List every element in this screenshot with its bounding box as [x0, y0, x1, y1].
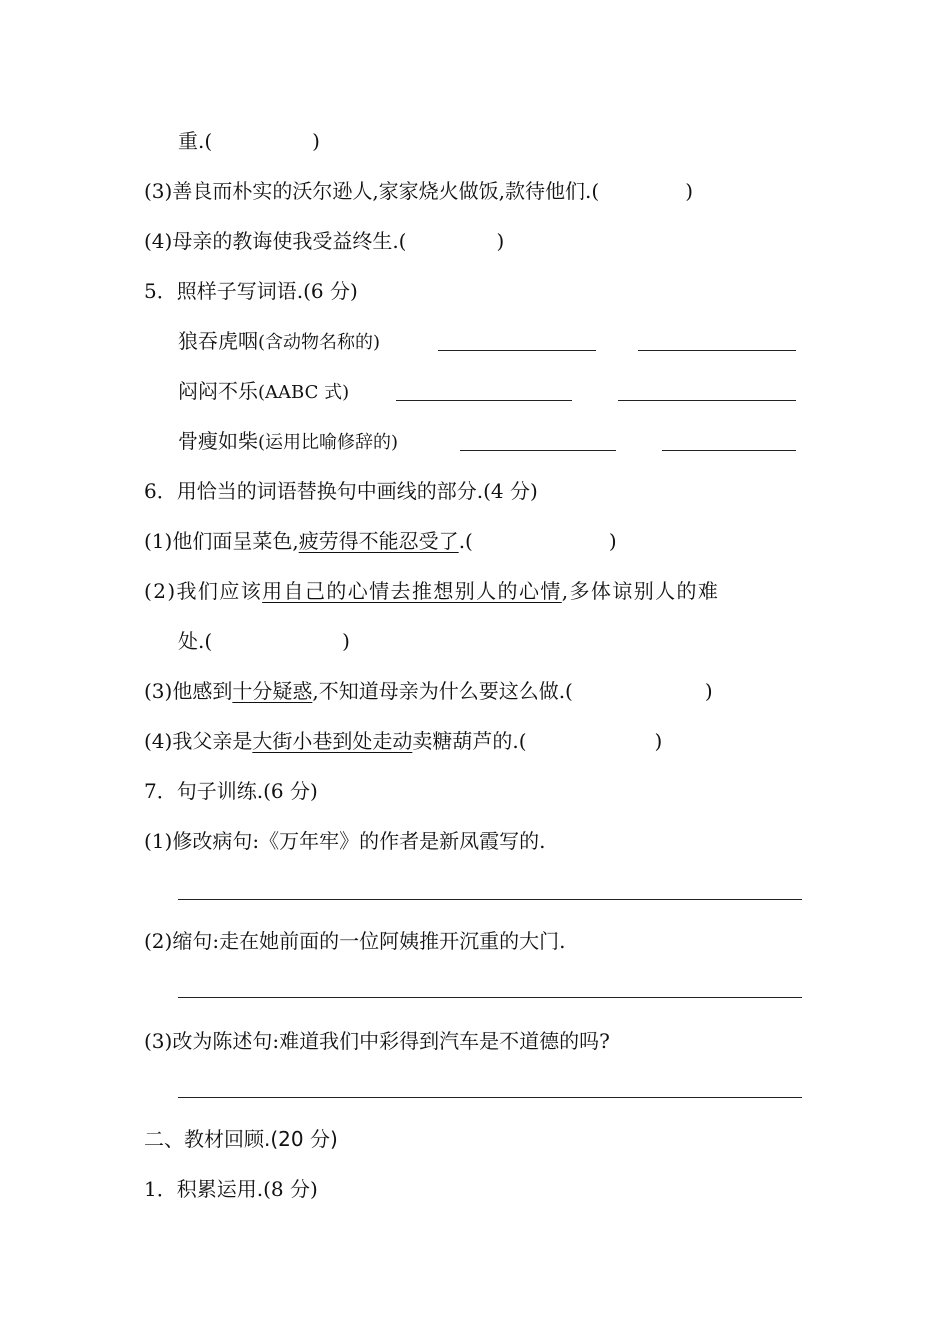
- example-hint: (AABC 式): [258, 382, 350, 403]
- answer-blank[interactable]: [396, 400, 572, 401]
- question-7-item-2: [144, 928, 565, 954]
- question-6-heading: [144, 478, 538, 504]
- question-6-item-2: [144, 578, 719, 604]
- question-text: 积累运用.(8 分): [176, 1177, 318, 1201]
- line-text: (2)缩句:走在她前面的一位阿姨推开沉重的大门.: [144, 929, 566, 953]
- example-word: 骨瘦如柴: [178, 429, 258, 453]
- question-number: 1．: [144, 1177, 177, 1201]
- answer-blank[interactable]: [638, 350, 796, 351]
- paren-close: ): [608, 529, 617, 553]
- question-number: 5．: [144, 279, 177, 303]
- line-text: (3)他感到: [144, 679, 233, 703]
- question-text: 照样子写词语.(6 分): [176, 279, 358, 303]
- question-text: 用恰当的词语替换句中画线的部分.(4 分): [176, 479, 538, 503]
- underlined-phrase: 十分疑惑: [232, 679, 313, 703]
- answer-line[interactable]: [178, 997, 802, 998]
- question-6-item-1: [144, 528, 617, 554]
- line-text: ,不知道母亲为什么要这么做.(: [312, 679, 573, 703]
- question-7-heading: [144, 778, 318, 804]
- example-hint: (运用比喻修辞的): [258, 432, 399, 453]
- line-text: (3)改为陈述句:难道我们中彩得到汽车是不道德的吗?: [144, 1029, 610, 1053]
- answer-blank[interactable]: [662, 450, 796, 451]
- answer-line[interactable]: [178, 1097, 802, 1098]
- answer-line[interactable]: [178, 899, 802, 900]
- question-4-item-4: [144, 228, 504, 254]
- question-number: 6．: [144, 479, 177, 503]
- line-text: (3)善良而朴实的沃尔逊人,家家烧火做饭,款待他们.(: [144, 179, 600, 203]
- paren-close: ): [685, 179, 694, 203]
- line-text: (1)修改病句:《万年牢》的作者是新凤霞写的.: [144, 829, 546, 853]
- example-word: 狼吞虎咽: [178, 329, 258, 353]
- question-continuation: [178, 128, 320, 154]
- question-5-item-a: [178, 328, 380, 356]
- question-7-item-1: [144, 828, 545, 854]
- question-6-item-4: [144, 728, 662, 754]
- line-text: (4)母亲的教诲使我受益终生.(: [144, 229, 407, 253]
- line-text: ,多体谅别人的难: [561, 579, 720, 603]
- section-title: 二、教材回顾.(20 分): [144, 1127, 338, 1151]
- line-text: 卖糖葫芦的.(: [412, 729, 527, 753]
- question-5-heading: [144, 278, 358, 304]
- line-text: (4)我父亲是: [144, 729, 253, 753]
- answer-blank[interactable]: [460, 450, 616, 451]
- section-2-heading: [144, 1126, 338, 1152]
- answer-blank[interactable]: [618, 400, 796, 401]
- line-text: (2)我们应该: [144, 579, 263, 603]
- paren-close: ): [704, 679, 713, 703]
- question-number: 7．: [144, 779, 177, 803]
- paren-close: ): [496, 229, 505, 253]
- example-hint: (含动物名称的): [258, 332, 381, 353]
- section-2-question-1: [144, 1176, 318, 1202]
- example-word: 闷闷不乐: [178, 379, 258, 403]
- question-6-item-3: [144, 678, 713, 704]
- question-5-item-c: [178, 428, 398, 456]
- underlined-phrase: 大街小巷到处走动: [252, 729, 413, 753]
- line-text: (1)他们面呈菜色,: [144, 529, 299, 553]
- answer-blank[interactable]: [438, 350, 596, 351]
- question-4-item-3: [144, 178, 693, 204]
- underlined-phrase: 疲劳得不能忍受了: [298, 529, 459, 553]
- line-text: .(: [458, 529, 473, 553]
- question-text: 句子训练.(6 分): [176, 779, 318, 803]
- paren-close: ): [654, 729, 663, 753]
- paren-close: ): [312, 129, 320, 153]
- underlined-phrase: 用自己的心情去推想别人的心情: [262, 579, 562, 603]
- line-text: 处.(: [178, 629, 213, 653]
- paren-close: ): [342, 629, 350, 653]
- question-7-item-3: [144, 1028, 610, 1054]
- question-5-item-b: [178, 378, 349, 406]
- question-6-item-2-cont: [178, 628, 350, 654]
- line-text: 重.(: [178, 129, 213, 153]
